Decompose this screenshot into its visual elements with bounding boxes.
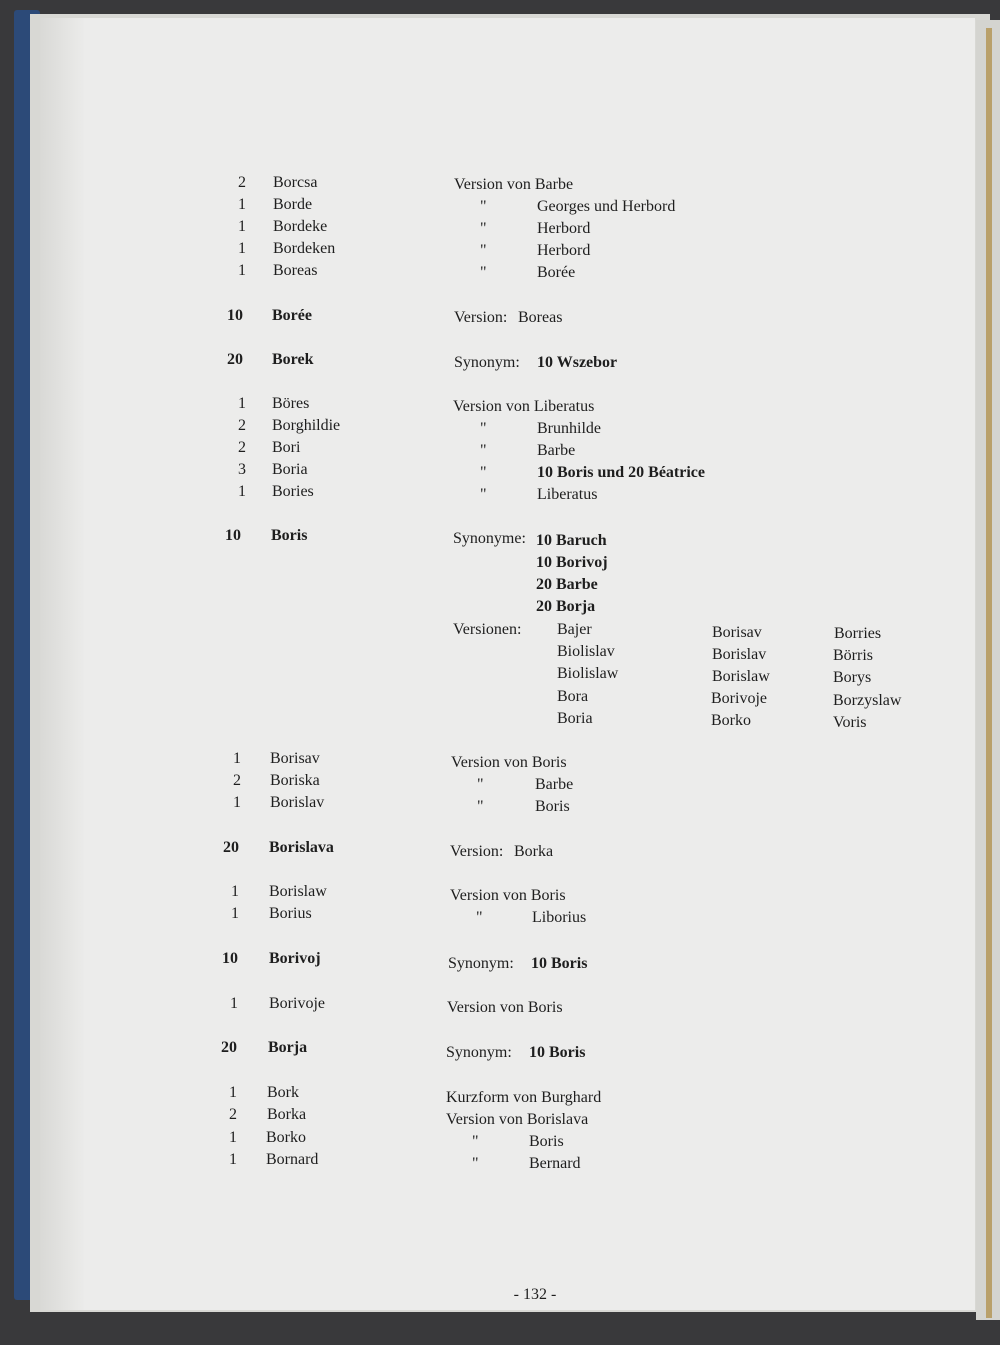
entry-name: Boris: [271, 527, 308, 544]
entry-count: 10: [222, 950, 238, 967]
entry-target: Barbe: [537, 442, 576, 459]
entry-count: 3: [238, 461, 246, 478]
entry-count: 1: [229, 1084, 237, 1101]
page-number: - 132 -: [513, 1286, 557, 1303]
entry-count: 1: [233, 750, 241, 767]
entry-name: Bories: [272, 483, 314, 500]
entry-count: 1: [238, 262, 246, 279]
entry-relation: Synonyme:: [453, 530, 526, 547]
entry-target: Boris: [535, 798, 570, 815]
versions-label: Versionen:: [453, 621, 522, 638]
ditto-mark: ": [477, 798, 484, 815]
entry-name: Borde: [273, 196, 313, 213]
synonym-item: 20 Borja: [536, 598, 596, 615]
entry-count: 1: [231, 905, 239, 922]
entry-count: 2: [238, 174, 246, 191]
entry-count: 1: [230, 995, 238, 1012]
entry-target: Borée: [537, 264, 576, 281]
version-item: Borries: [834, 625, 882, 642]
entry-name: Borée: [272, 307, 312, 324]
ditto-mark: ": [472, 1155, 479, 1172]
entry-name: Bordeke: [273, 218, 328, 235]
entry-name: Borko: [266, 1129, 306, 1146]
entry-relation: Version von Barbe: [454, 176, 574, 193]
entry-relation: Version von Liberatus: [453, 398, 595, 415]
version-item: Boria: [557, 710, 593, 727]
entry-count: 1: [238, 395, 246, 412]
entry-relation: Synonym:: [446, 1044, 512, 1061]
entry-relation: Version:: [454, 309, 508, 326]
entry-target: 10 Wszebor: [537, 354, 618, 371]
version-item: Biolislav: [557, 643, 615, 660]
entry-name: Borcsa: [273, 174, 318, 191]
ditto-mark: ": [480, 198, 487, 215]
version-item: Biolislaw: [557, 665, 619, 682]
entry-name: Bork: [267, 1084, 299, 1101]
entry-count: 1: [231, 883, 239, 900]
entry-target: Herbord: [537, 220, 591, 237]
version-item: Borys: [833, 669, 872, 686]
entry-relation: Synonym:: [454, 354, 520, 371]
version-item: Borislaw: [712, 668, 770, 685]
entry-target: Liberatus: [537, 486, 598, 503]
entry-target: 10 Boris: [531, 955, 588, 972]
ditto-mark: ": [476, 909, 483, 926]
ditto-mark: ": [472, 1133, 479, 1150]
synonym-item: 20 Barbe: [536, 576, 598, 593]
entry-count: 1: [238, 240, 246, 257]
entry-count: 10: [227, 307, 243, 324]
version-item: Borivoje: [711, 690, 767, 707]
entry-name: Borka: [267, 1106, 307, 1123]
entry-count: 1: [233, 794, 241, 811]
entry-name: Borislav: [270, 794, 325, 811]
entry-name: Boriska: [270, 772, 320, 789]
ditto-mark: ": [480, 486, 487, 503]
entry-count: 1: [229, 1151, 237, 1168]
entry-name: Borek: [272, 351, 314, 368]
ditto-mark: ": [480, 464, 487, 481]
entry-count: 20: [223, 839, 239, 856]
entry-target: 10 Boris: [529, 1044, 586, 1061]
ditto-mark: ": [480, 220, 487, 237]
entry-count: 1: [238, 196, 246, 213]
entry-count: 2: [238, 417, 246, 434]
entry-count: 10: [225, 527, 241, 544]
entry-target: Liborius: [532, 909, 587, 926]
entry-target: Georges und Herbord: [537, 198, 676, 215]
entry-name: Borius: [269, 905, 312, 922]
ditto-mark: ": [480, 442, 487, 459]
entry-name: Bordeken: [273, 240, 336, 257]
entry-name: Borislaw: [269, 883, 327, 900]
entry-relation: Version von Boris: [451, 754, 567, 771]
entry-name: Borisav: [270, 750, 320, 767]
entry-count: 1: [238, 218, 246, 235]
entry-name: Borivoje: [269, 995, 325, 1012]
version-item: Borisav: [712, 624, 762, 641]
ditto-mark: ": [480, 264, 487, 281]
synonym-item: 10 Borivoj: [536, 554, 608, 571]
entry-name: Boreas: [273, 262, 318, 279]
entry-relation: Version von Boris: [447, 999, 563, 1016]
entry-name: Bori: [272, 439, 301, 456]
entry-name: Böres: [272, 395, 310, 412]
entry-count: 2: [238, 439, 246, 456]
ditto-mark: ": [477, 776, 484, 793]
version-item: Voris: [833, 714, 867, 731]
entry-count: 2: [229, 1106, 237, 1123]
version-item: Borko: [711, 712, 751, 729]
entry-relation: Synonym:: [448, 955, 514, 972]
entry-name: Boria: [272, 461, 308, 478]
entry-count: 20: [221, 1039, 237, 1056]
entry-count: 1: [238, 483, 246, 500]
ditto-mark: ": [480, 242, 487, 259]
entry-relation: Version von Borislava: [446, 1111, 589, 1128]
entry-target: Bernard: [529, 1155, 581, 1172]
entry-relation: Version:: [450, 843, 504, 860]
entry-target: 10 Boris und 20 Béatrice: [537, 464, 705, 481]
entry-name: Borislava: [269, 839, 334, 856]
ditto-mark: ": [480, 420, 487, 437]
entry-target: Herbord: [537, 242, 591, 259]
entry-target: Barbe: [535, 776, 574, 793]
entry-name: Borja: [268, 1039, 308, 1056]
entry-relation: Version von Boris: [450, 887, 566, 904]
version-item: Bora: [557, 688, 589, 705]
entry-name: Borghildie: [272, 417, 341, 434]
entry-name: Bornard: [266, 1151, 319, 1168]
entry-count: 2: [233, 772, 241, 789]
entry-target: Brunhilde: [537, 420, 601, 437]
synonym-item: 10 Baruch: [536, 532, 607, 549]
version-item: Bajer: [557, 621, 592, 638]
entry-target: Boreas: [518, 309, 563, 326]
entry-count: 20: [227, 351, 243, 368]
version-item: Borzyslaw: [833, 692, 902, 709]
entry-target: Borka: [514, 843, 554, 860]
entry-count: 1: [229, 1129, 237, 1146]
version-item: Börris: [833, 647, 873, 664]
entry-target: Boris: [529, 1133, 564, 1150]
entry-relation: Kurzform von Burghard: [446, 1089, 602, 1106]
entry-name: Borivoj: [269, 950, 321, 967]
next-page-gutter: [986, 28, 992, 1318]
version-item: Borislav: [712, 646, 767, 663]
